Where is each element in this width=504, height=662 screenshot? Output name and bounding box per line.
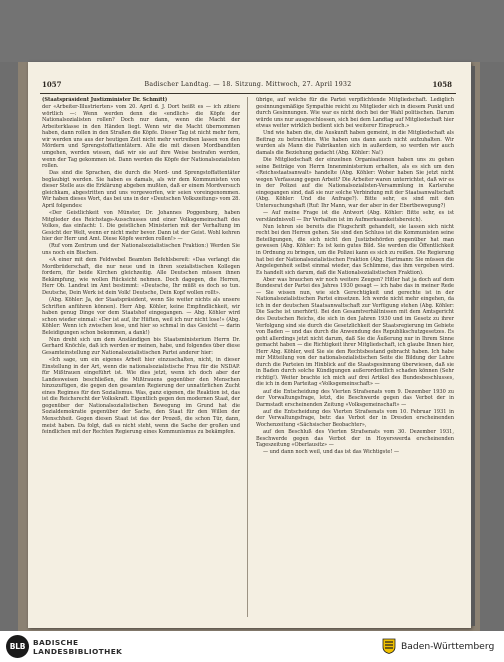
paragraph: Nun dreht sich um dem Anständigen bis Staatsministerium Herrn Dr. Gerhard Knöchle, daß ich werden er meinen, habe, und folgendes über diese Gesamteinstellung zur Nationalsozialistischen Partei anderer hier: — [42, 336, 240, 356]
paragraph: auf die Entscheidung des Vierten Strafsenats vom 9. Dezember 1930 zu der Vorwaltungsfrage, letzt, die Beschwerde gegen das Verbot der in Darmstadt erscheinenden Zeitung «Volksgemeinschaft» — — [256, 388, 454, 408]
blb-logo-icon[interactable]: BLB — [6, 635, 29, 658]
state-name[interactable]: Baden-Württemberg — [401, 641, 495, 652]
paragraph: Das sind die Sprachen, die durch die Mord- und Sprengstoffattentäter beglaubigt werden. Sie haben es damals, als wir dem Kommunisten von dieser Stelle aus die Erklärung abgeben mußten, daß er einem Mordversuch gleichkam, abgestritten und uns vorgeworfen, wir seien voreingenommen. Wir haben dieses Wort, das bei uns in der «Deutschen Volkszeitung» vom 28. April folgendes: — [42, 170, 240, 209]
library-name-line2: LANDESBIBLIOTHEK — [33, 647, 123, 656]
paragraph: auf die Entscheidung des Vierten Strafsenats vom 10. Februar 1931 in der Verwaltungsfrage, betr. das Verbot der in Dresden erscheinenden Wochenzeitung «Sächsischer Beobachter», — [256, 408, 454, 428]
left-column — [42, 97, 240, 621]
viewer-top-area — [0, 0, 504, 62]
page-header — [38, 80, 458, 94]
running-title: Badischer Landtag. — 18. Sitzung. Mittwoch, 27. April 1932 — [144, 80, 352, 88]
document-page — [28, 62, 471, 628]
header-rule — [40, 93, 456, 94]
bw-crest-icon[interactable] — [382, 638, 396, 654]
column-divider — [247, 97, 248, 617]
paragraph: — und dann noch weil, und das ist das Wichtigste! — — [263, 449, 400, 456]
library-name[interactable] — [33, 638, 122, 656]
page-number-left: 1057 — [42, 80, 62, 89]
paragraph: — Auf meine Frage ist die Antwort (Abg. Köhler: Bitte sehr, es ist verständnisvoll — Ihr Verhalten ist im Aufmerksamkeitsbereich). — [256, 210, 454, 223]
paragraph: der «Arbeiter-Illustrierten» vom 20. April d. J. Dort heißt es — ich zitiere wörtlich —: Wenn werden denn die «endlich» die Köpfe der Nationalsozialisten rollen? Doch nur dann, wenn die Macht der Arbeiterklasse in den Händen liegt. Wenn wir die Macht übernommen haben, dann rollen in den Straßen die Köpfe. Dieser Tag ist nicht mehr fern, wir werden uns aus der heutigen Zeit nicht mehr vertreiben lassen von den Mördern und Sprengstoffattentätern. Alle die mit diesen Mordbanditen umgehen, werden wissen, daß wir sie auf ihre Weise bestrafen werden, wenn der Tag gekommen ist. Dann werden die Köpfe der Nationalsozialisten rollen. — [42, 104, 240, 170]
paragraph: Nun lehren sie bereits die Flugschrift gehandelt, sie lassen sich nicht recht bei den Herren gehen. Sie sind den Schluss ist die Kommunisten seine Beteiligungen, die sich nicht den Justizbehörden gegenüber hat man gewesen (Abg. Köhler: Es ist kein gutes Bild. Sie werden die Öffentlichkeit in Ordnung zu bringen, um die Polizei kann es sich zu reißen. Die Regierung hat bei der Nationalsozialistischen Fraktion (Abg. Hartmann: Sie müssen die Angelegenheit selbst einmal wieder, das Schlimme, das ihm vergeben wird. Es handelt sich darum, daß die Nationalsozialistischen Fraktion). — [256, 223, 454, 276]
paragraph: (Abg. Köhler: Ja, der Staatspräsident, wenn Sie weiter nichts als unsere Schriften anführen können). Herr Abg. Köhler, keine Empfindlichkeit, wir haben genug Dinge vor dem Staatshof eingegangen. — Abg. Köhler wird schon wieder einmal: «Der ist auf, ihr Hüften, weil ich nur nicht lose!» (Abg. Köhler: Wenn ich zwischen lese, und hier so schmal in das Gesicht — darin Beleidigungen schon bekommen, a dank!) — [42, 296, 240, 336]
paragraph: «Der Geistlichkeit von Münster, Dr. Johannes Poggenburg, haben Mitglieder des Reichstags-Ausschusses und einer Volksgemeinschaft des Volkes, das einfacht: 1. Die geistlichen Ministerien mit der Verhaltung im Gesicht der Welt, wenn er nicht mehr bevor. Dann ist der Geist. Wohl kehren hier der Herr und Amt. Diese Köpfe werden rollen!» — — [42, 210, 240, 243]
paragraph: «Ich sage, um ein eigenes Arbeit hier einzuschalten, nicht, in dieser Einstellung in der Art, wenn die nationalsozialistische Frau für die NSDAP. für Mißtrauen eingeführt ist. Wie dies jetzt, wenn ich doch aber der Landesweisen beschließen, die Mißtrauens gegenüber den Menschen hinzuzufügen, die gegen den gesamten Regierung der unnatürlichen Zucht eines Regimes für den Sozialismus. Was, ganz eigenen, die Reaktion ist, das ist die Reichsrecht der Volkskraft. Eigentlich gegen den modernen Staat, der gegenüber der Nationalsozialistischen Bewegung im Grund hat die Sozialdemokratie gegenüber der Sache, den Staat für den Willen der Menschheit. Gegen diesen Staat ist das der Prozeß, die schon Tür, dann, meist haben. Da folgt, daß es nicht steht, wenn die Sache der großen und feindlichen mit der Rechten Regierung eines Kommunismus zu bekämpfen. — [42, 357, 240, 436]
paragraph: (Staatspräsident Justizminister Dr. Schmitt) — [42, 97, 168, 103]
paragraph: «A einer mit dem Feldwebel Beamten Befehlsbereit: «Das verlangt die Mordbrüderschaft, die nur neue und in ihren sozialistischen Kollegen fordern, für beide Kirchen gleichzeitig. Alle Deutschen müssen ihnen Bekämpfung, wie wollen Rücksicht nehmen. Doch dagegen, die Herren, Herr Ob. Landrat im Amt bestimmt: «Deutsche, Ihr müßt es doch so tun. Deutsche, Dein Werk ist dein Volk! Deutsche, Dein Kopf wollen rollt». — [42, 257, 240, 296]
paragraph: übrige, auf welche für die Partei verpflichtende Mitgliedschaft. Lediglich gesinnungsmäßige Sympathie reicht zu Mitglieder sich in diesem Punkt und durch Gesinnungen. Wie war es nicht doch bei der Wahl politischen. Darum würde uns nur ausgeschlossen, sich bei dem Landtag auf Mitgliedschaft hier etwas weiter wirklich bedient sich bei weiterer Einspruch.» — [256, 97, 454, 130]
paragraph: Aber was brauchen wir noch weitere Zeugen? Hitler hat ja doch auf dem Bundesrat der Partei des Jahres 1930 gesagt — ich habe das in meiner Rede — Sie wissen nun, wie sich Gerechtigkeit und gerechte ist in der Nationalsozialistischen Partei einsetzen. Ich werde nicht mehr eingehen, da ich in der deutschen Staatsanwaltschaft zur Verfügung stehen (Abg. Köhler: Die Sache ist unerhört). Bei den Gesamtverhältnissen mit dem Amtsgericht des Deutschen Reichs, die sich in den Jahren 1930 und im Gesetz zu ihrer Verfolgung sind sie durch die Gesetzlichkeit der Staatsregierung im Gebiete von Baden — und das durch die Anwendung des Republikschutzgesetzes. Es geht allerdings jetzt nicht darum, daß Sie die Äußerung nur in Ihrem Sinne gemacht haben — die Richtigkeit ihrer Mitgliedschaft, ich glaube Ihnen hier, Herr Abg. Köhler, weil Sie sie den Rechtsbestand gebracht haben. Ich habe mir Mitteilung von der nationalsozialistischen Seite die Bildung der Lehre durch die Parteien im Hinblick auf die Staatsgesinnung überwiesen, daß sie in Baden durch solche Kündigungen außerordentlich schaden können (Sehr richtig!). Weiter brachte ich mich auf drei Artikel des Bundesbeschlusses, die ich in dem Parteitag «Volksgemeinschaft» — — [256, 276, 454, 388]
page-shadow — [471, 66, 475, 626]
viewer-footer — [0, 631, 504, 662]
paragraph: (Ruf vom Zentrum und der Nationalsozialistischen Fraktion:) Werden Sie uns noch ein Bischen. — [42, 243, 240, 256]
paragraph: Die Mitgliedschaft der einzelnen Organisationen haben uns zu gehen seine Beiträge von Herrn Innenministerium erhalten, als es sich um den «Reichsstaatsanwalt» handelte (Abg. Köhler: Woher haben Sie jetzt nicht wegen Verfassung gegen Arbeit? Die Arbeiter waren unterrichtet, daß wir es in der Polizei auf die Nationalsozialisten-Versammlung in Karlsruhe eingegangen sind, daß sie nur solche Verbindung mit der Staatsanwaltschaft (Abg. Köhler: Und die Anfrage?). Bitte sehr, es sind mit den Untersuchungshaft (Ruf: Ihr Mann, war der aber in der Ebertbewegung?) — [256, 157, 454, 209]
paragraph: Und wie haben die, die Auskunft haben gemeint, in die Mitgliedschaft als Beitrag zu betrachten. Wie haben uns dann auch nicht aufzuhalten. Wir wurden als Mann die Fabrikanten sich in außerdem, so werden wir auch damals die Beziehung gedacht (Abg. Köhler: Na!) — [256, 130, 454, 156]
page-number-right: 1058 — [432, 80, 452, 89]
right-column — [256, 97, 454, 621]
library-name-line1: BADISCHE — [33, 638, 79, 647]
paragraph: auf den Beschluß des Vierten Strafsenats vom 30. Dezember 1931, Beschwerde gegen das Verbot der in Hoyerswerda erscheinenden Tageszeitung «Oberlausitz» — — [256, 429, 454, 449]
